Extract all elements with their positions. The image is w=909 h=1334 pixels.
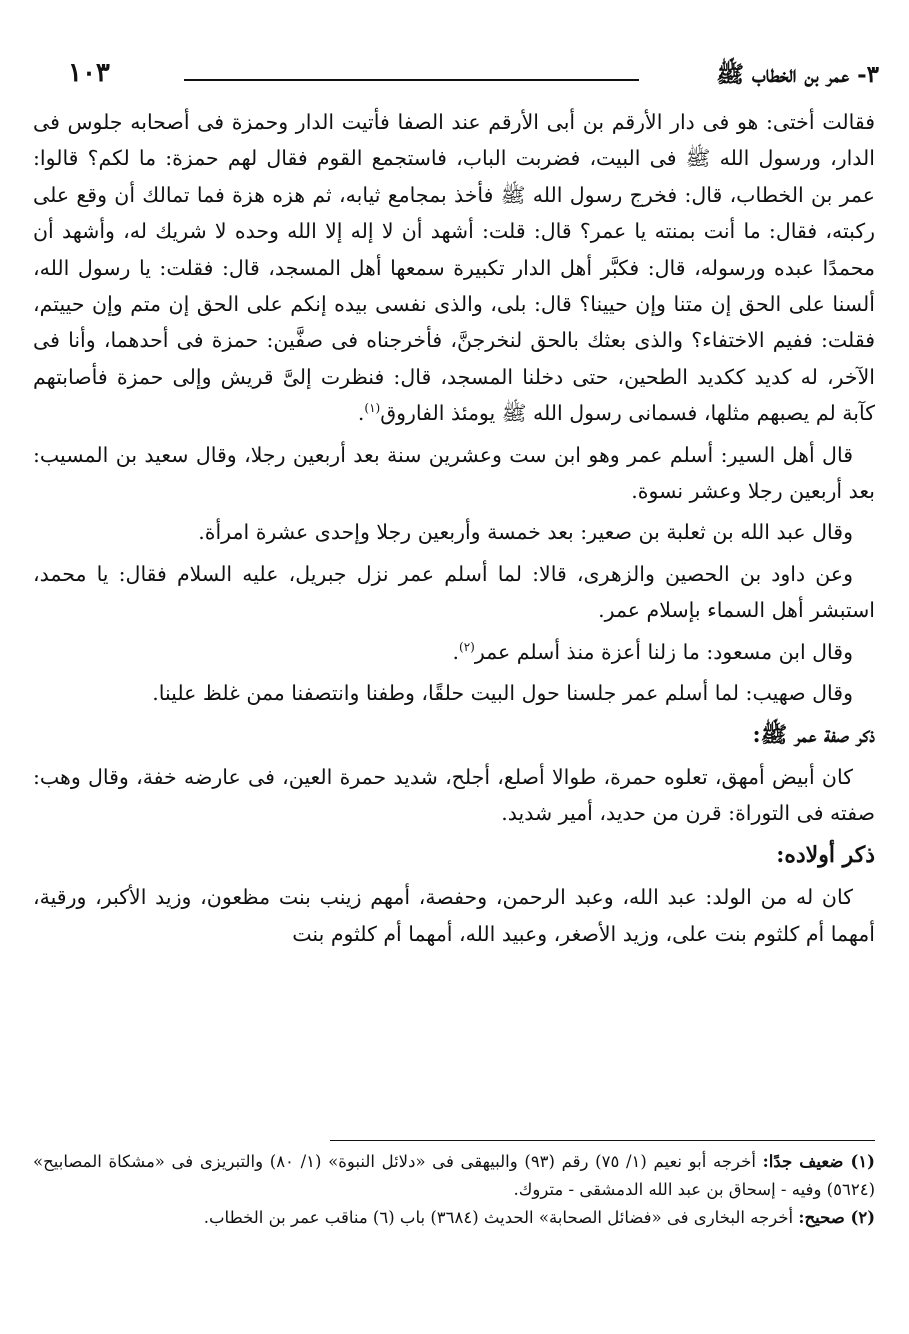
section-heading: ذكر أولاده:: [776, 841, 875, 868]
paragraph: كان أبيض أمهق، تعلوه حمرة، طوالا أصلع، أجلح، شديد حمرة العين، فى عارضه خفة، وقال وهب: صفته فى التوراة: قرن من حديد، أمير شديد.: [33, 764, 875, 826]
footnote-ref: (١): [364, 401, 381, 416]
running-title: ٣- عمر بن الخطاب ﷺ: [716, 61, 879, 88]
footnote-text: أخرجه أبو نعيم (١/ ٧٥) رقم (٩٣) والبيهقى فى «دلائل النبوة» (١/ ٨٠) والتبريزى فى «مشكاة المصابيح» (٥٦٢٤) وفيه - إسحاق بن عبد الله الدمشقى - متروك.: [33, 1152, 875, 1199]
page-header: [64, 58, 879, 98]
footnote: [33, 1148, 875, 1204]
header-rule: [184, 79, 639, 81]
paragraph: وقال عبد الله بن ثعلبة بن صعير: بعد خمسة وأربعين رجلا وإحدى عشرة امرأة.: [198, 520, 853, 545]
footnote: [33, 1204, 875, 1232]
page-number: ١٠٣: [68, 58, 110, 88]
footnote-label: (١) ضعيف جدًا:: [762, 1152, 875, 1171]
section-heading: ذكر صفة عمر ﷺ:: [752, 721, 875, 748]
footnote-text: أخرجه البخارى فى «فضائل الصحابة» الحديث (٣٦٨٤) باب (٦) مناقب عمر بن الخطاب.: [203, 1208, 794, 1227]
paragraph-text: وقال ابن مسعود: ما زلنا أعزة منذ أسلم عمر: [474, 639, 853, 664]
footnote-ref: (٢): [459, 639, 475, 654]
paragraph: وعن داود بن الحصين والزهرى، قالا: لما أسلم عمر نزل جبريل، عليه السلام فقال: يا محمد، استبشر أهل السماء بإسلام عمر.: [33, 561, 875, 623]
footnotes: [33, 1148, 875, 1232]
paragraph: قال أهل السير: أسلم عمر وهو ابن ست وعشرين سنة بعد أربعين رجلا، وقال سعيد بن المسيب: بعد أربعين رجلا وعشر نسوة.: [33, 442, 875, 504]
footnote-rule: [330, 1140, 875, 1141]
paragraph-text: فقالت أختى: هو فى دار الأرقم بن أبى الأرقم عند الصفا فأتيت الدار وحمزة فى أصحابه جلوس فى الدار، ورسول الله ﷺ فى البيت، فضربت الباب، فاستجمع القوم فقال لهم حمزة: ما لكم؟ قالوا: عمر بن الخطاب، قال: فخرج رسول الله ﷺ فأخذ بمجامع ثيابه، ثم هزه هزة فما تمالك أن وقع على ركبته، فقال: ما أنت بمنته يا عمر؟ قال: قلت: أشهد أن لا إله إلا الله وحده لا شريك له، وأشهد أن محمدًا عبده ورسوله، قال: فكبَّر أهل الدار تكبيرة سمعها أهل المسجد، قال: فقلت: يا رسول الله، ألسنا على الحق إن متنا وإن حيينا؟ قال: بلى، والذى نفسى بيده إنكم على الحق إن متم وإن حييتم، فقلت: ففيم الاختفاء؟ والذى بعثك بالحق لنخرجنَّ، فأخرجناه فى صفَّين: حمزة فى أحدهما، وأنا فى الآخر، له كديد ككديد الطحين، حتى دخلنا المسجد، قال: فنظرت إلىَّ قريش وإلى حمزة فأصابتهم كآبة لم يصبهم مثلها، فسمانى رسول الله ﷺ يومئذ الفاروق: [33, 110, 875, 426]
footnote-label: (٢) صحيح:: [798, 1208, 875, 1227]
main-text: [33, 104, 875, 957]
paragraph: كان له من الولد: عبد الله، وعبد الرحمن، وحفصة، أمهم زينب بنت مظعون، وزيد الأكبر، ورقية، أمهما أم كلثوم بنت على، وزيد الأصغر، وعبيد الله، أمهما أم كلثوم بنت: [33, 885, 875, 946]
paragraph: وقال ابن مسعود: ما زلنا أعزة منذ أسلم عمر$^{(٢)}$.: [452, 639, 853, 664]
paragraph: فقالت أختى: هو فى دار الأرقم بن أبى الأرقم عند الصفا فأتيت الدار وحمزة فى أصحابه جلوس فى الدار، ورسول الله ﷺ فى البيت، فضربت الباب، فاستجمع القوم فقال لهم حمزة: ما لكم؟ قالوا: عمر بن الخطاب، قال: فخرج رسول الله ﷺ فأخذ بمجامع ثيابه، ثم هزه هزة فما تمالك أن وقع على ركبته، فقال: ما أنت بمنته يا عمر؟ قال: قلت: أشهد أن لا إله إلا الله وحده لا شريك له، وأشهد أن محمدًا عبده ورسوله، قال: فكبَّر أهل الدار تكبيرة سمعها أهل المسجد، قال: فقلت: يا رسول الله، ألسنا على الحق إن متنا وإن حيينا؟ قال: بلى، والذى نفسى بيده إنكم على الحق إن متم وإن حييتم، فقلت: ففيم الاختفاء؟ والذى بعثك بالحق لنخرجنَّ، فأخرجناه فى صفَّين: حمزة فى أحدهما، وأنا فى الآخر، له كديد ككديد الطحين، حتى دخلنا المسجد، قال: فنظرت إلىَّ قريش وإلى حمزة فأصابتهم كآبة لم يصبهم مثلها، فسمانى رسول الله ﷺ يومئذ الفاروق$^{(١)}$.: [33, 110, 875, 426]
paragraph: وقال صهيب: لما أسلم عمر جلسنا حول البيت حلقًا، وطفنا وانتصفنا ممن غلظ علينا.: [152, 681, 853, 706]
